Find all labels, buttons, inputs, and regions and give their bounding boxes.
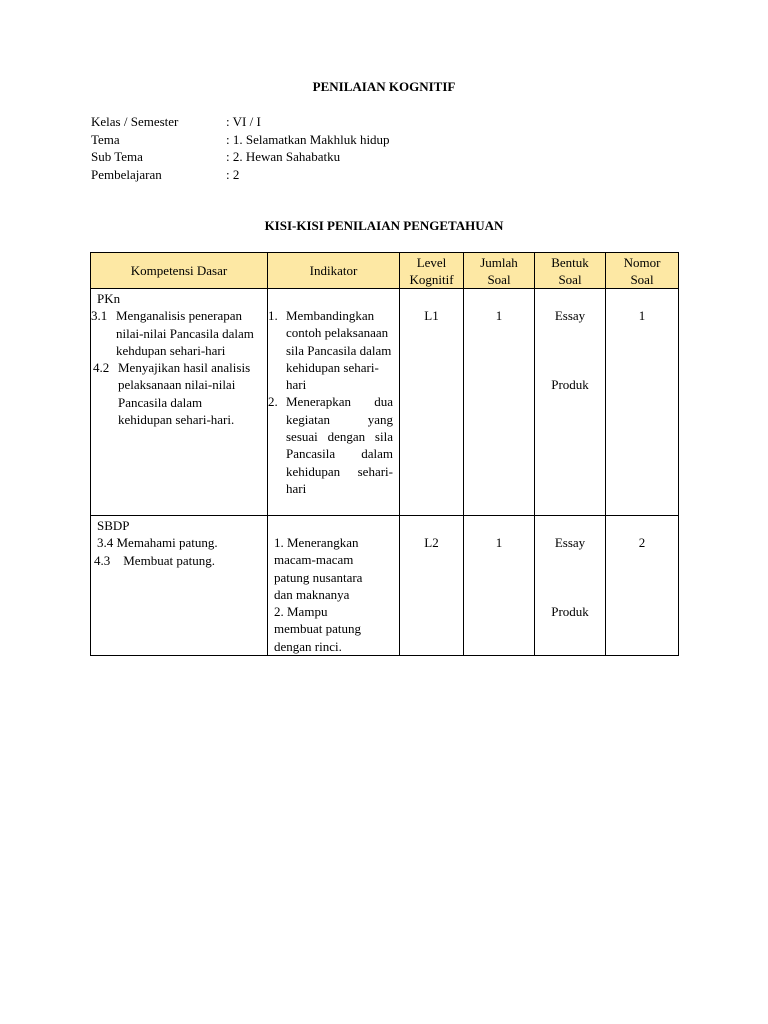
info-value: : 2: [226, 166, 240, 182]
nomor-soal-cell: [606, 516, 679, 656]
subject-label: SBDP: [97, 518, 130, 533]
header-jumlah-soal: [464, 253, 535, 289]
bentuk-value: Produk: [551, 604, 589, 620]
header-nomor-soal: [606, 253, 679, 289]
info-row-kelas: [91, 113, 390, 131]
info-row-subtema: [91, 148, 390, 166]
info-value: : VI / I: [226, 114, 261, 129]
header-kompetensi-dasar: Kompetensi Dasar: [91, 253, 268, 289]
header-line: Soal: [558, 271, 582, 287]
info-row-pembelajaran: [91, 166, 390, 184]
subject-label: PKn: [97, 291, 121, 306]
kd-text: Menyajikan hasil analisis pelaksanaan nilai-nilai Pancasila dalam kehidupan sehari-hari.: [118, 360, 251, 428]
indikator-cell: [268, 289, 400, 516]
kd-item: 3.4 Memahami patung.: [97, 535, 218, 551]
info-label: Pembelajaran: [91, 166, 162, 182]
header-line: Bentuk: [551, 254, 589, 270]
level-value: L1: [424, 308, 439, 323]
bentuk-soal-cell: [535, 516, 606, 656]
indikator-item: [268, 307, 399, 393]
header-bentuk-soal: [535, 253, 606, 289]
info-label: Kelas / Semester: [91, 114, 179, 129]
kd-item: [91, 307, 267, 359]
header-line: Soal: [487, 271, 511, 287]
jumlah-soal-cell: [464, 289, 535, 516]
indikator-item: 1. Menerangkan macam-macam patung nusantara dan maknanya: [274, 535, 363, 602]
section-title: KISI-KISI PENILAIAN PENGETAHUAN: [264, 218, 504, 233]
table-row: [91, 289, 679, 516]
indikator-text: Menerapkan dua kegiatan yang sesuai dengan sila Pancasila dalam kehidupan sehari-hari: [286, 394, 393, 496]
table-row: [91, 516, 679, 656]
nomor-value: 1: [638, 308, 646, 323]
jumlah-value: 1: [495, 535, 503, 550]
kompetensi-dasar-cell: [91, 516, 268, 656]
indikator-item: 2. Mampu membuat patung dengan rinci.: [274, 604, 362, 654]
indikator-text: Membandingkan contoh pelaksanaan sila Pancasila dalam kehidupan sehari-hari: [286, 308, 392, 393]
kd-number: 4.2: [93, 360, 110, 376]
level-kognitif-cell: [400, 289, 464, 516]
bentuk-value: Essay: [554, 308, 586, 323]
level-kognitif-cell: [400, 516, 464, 656]
header-line: Soal: [630, 271, 654, 287]
jumlah-value: 1: [495, 308, 503, 323]
jumlah-soal-cell: [464, 516, 535, 656]
kd-item: 4.3 Membuat patung.: [94, 552, 215, 568]
nomor-soal-cell: [606, 289, 679, 516]
kd-text: Menganalisis penerapan nilai-nilai Pancasila dalam kehdupan sehari-hari: [116, 308, 254, 358]
indikator-number: 2.: [268, 394, 278, 410]
header-line: Level: [416, 254, 447, 270]
header-line: Jumlah: [480, 254, 518, 270]
info-value: : 2. Hewan Sahabatku: [226, 149, 341, 164]
assessment-grid-table: [90, 252, 679, 656]
indikator-number: 1.: [268, 308, 278, 323]
header-level-kognitif: [400, 253, 464, 289]
table-header-row: [91, 253, 679, 289]
kd-item: [91, 359, 267, 428]
info-block: [91, 113, 390, 183]
level-value: L2: [424, 535, 439, 550]
bentuk-value: Produk: [551, 377, 589, 393]
info-row-tema: [91, 131, 390, 149]
document-title: PENILAIAN KOGNITIF: [312, 79, 456, 94]
info-value: : 1. Selamatkan Makhluk hidup: [226, 131, 390, 147]
kompetensi-dasar-cell: [91, 289, 268, 516]
info-label: Sub Tema: [91, 149, 143, 164]
kd-number: 3.1: [91, 308, 108, 324]
header-indikator: Indikator: [268, 253, 400, 289]
header-line: Kognitif: [409, 271, 454, 287]
bentuk-soal-cell: [535, 289, 606, 516]
bentuk-value: Essay: [554, 535, 586, 550]
indikator-item: [268, 393, 399, 497]
info-label: Tema: [91, 131, 120, 147]
indikator-cell: [268, 516, 400, 656]
nomor-value: 2: [638, 535, 646, 550]
header-line: Nomor: [623, 254, 661, 270]
